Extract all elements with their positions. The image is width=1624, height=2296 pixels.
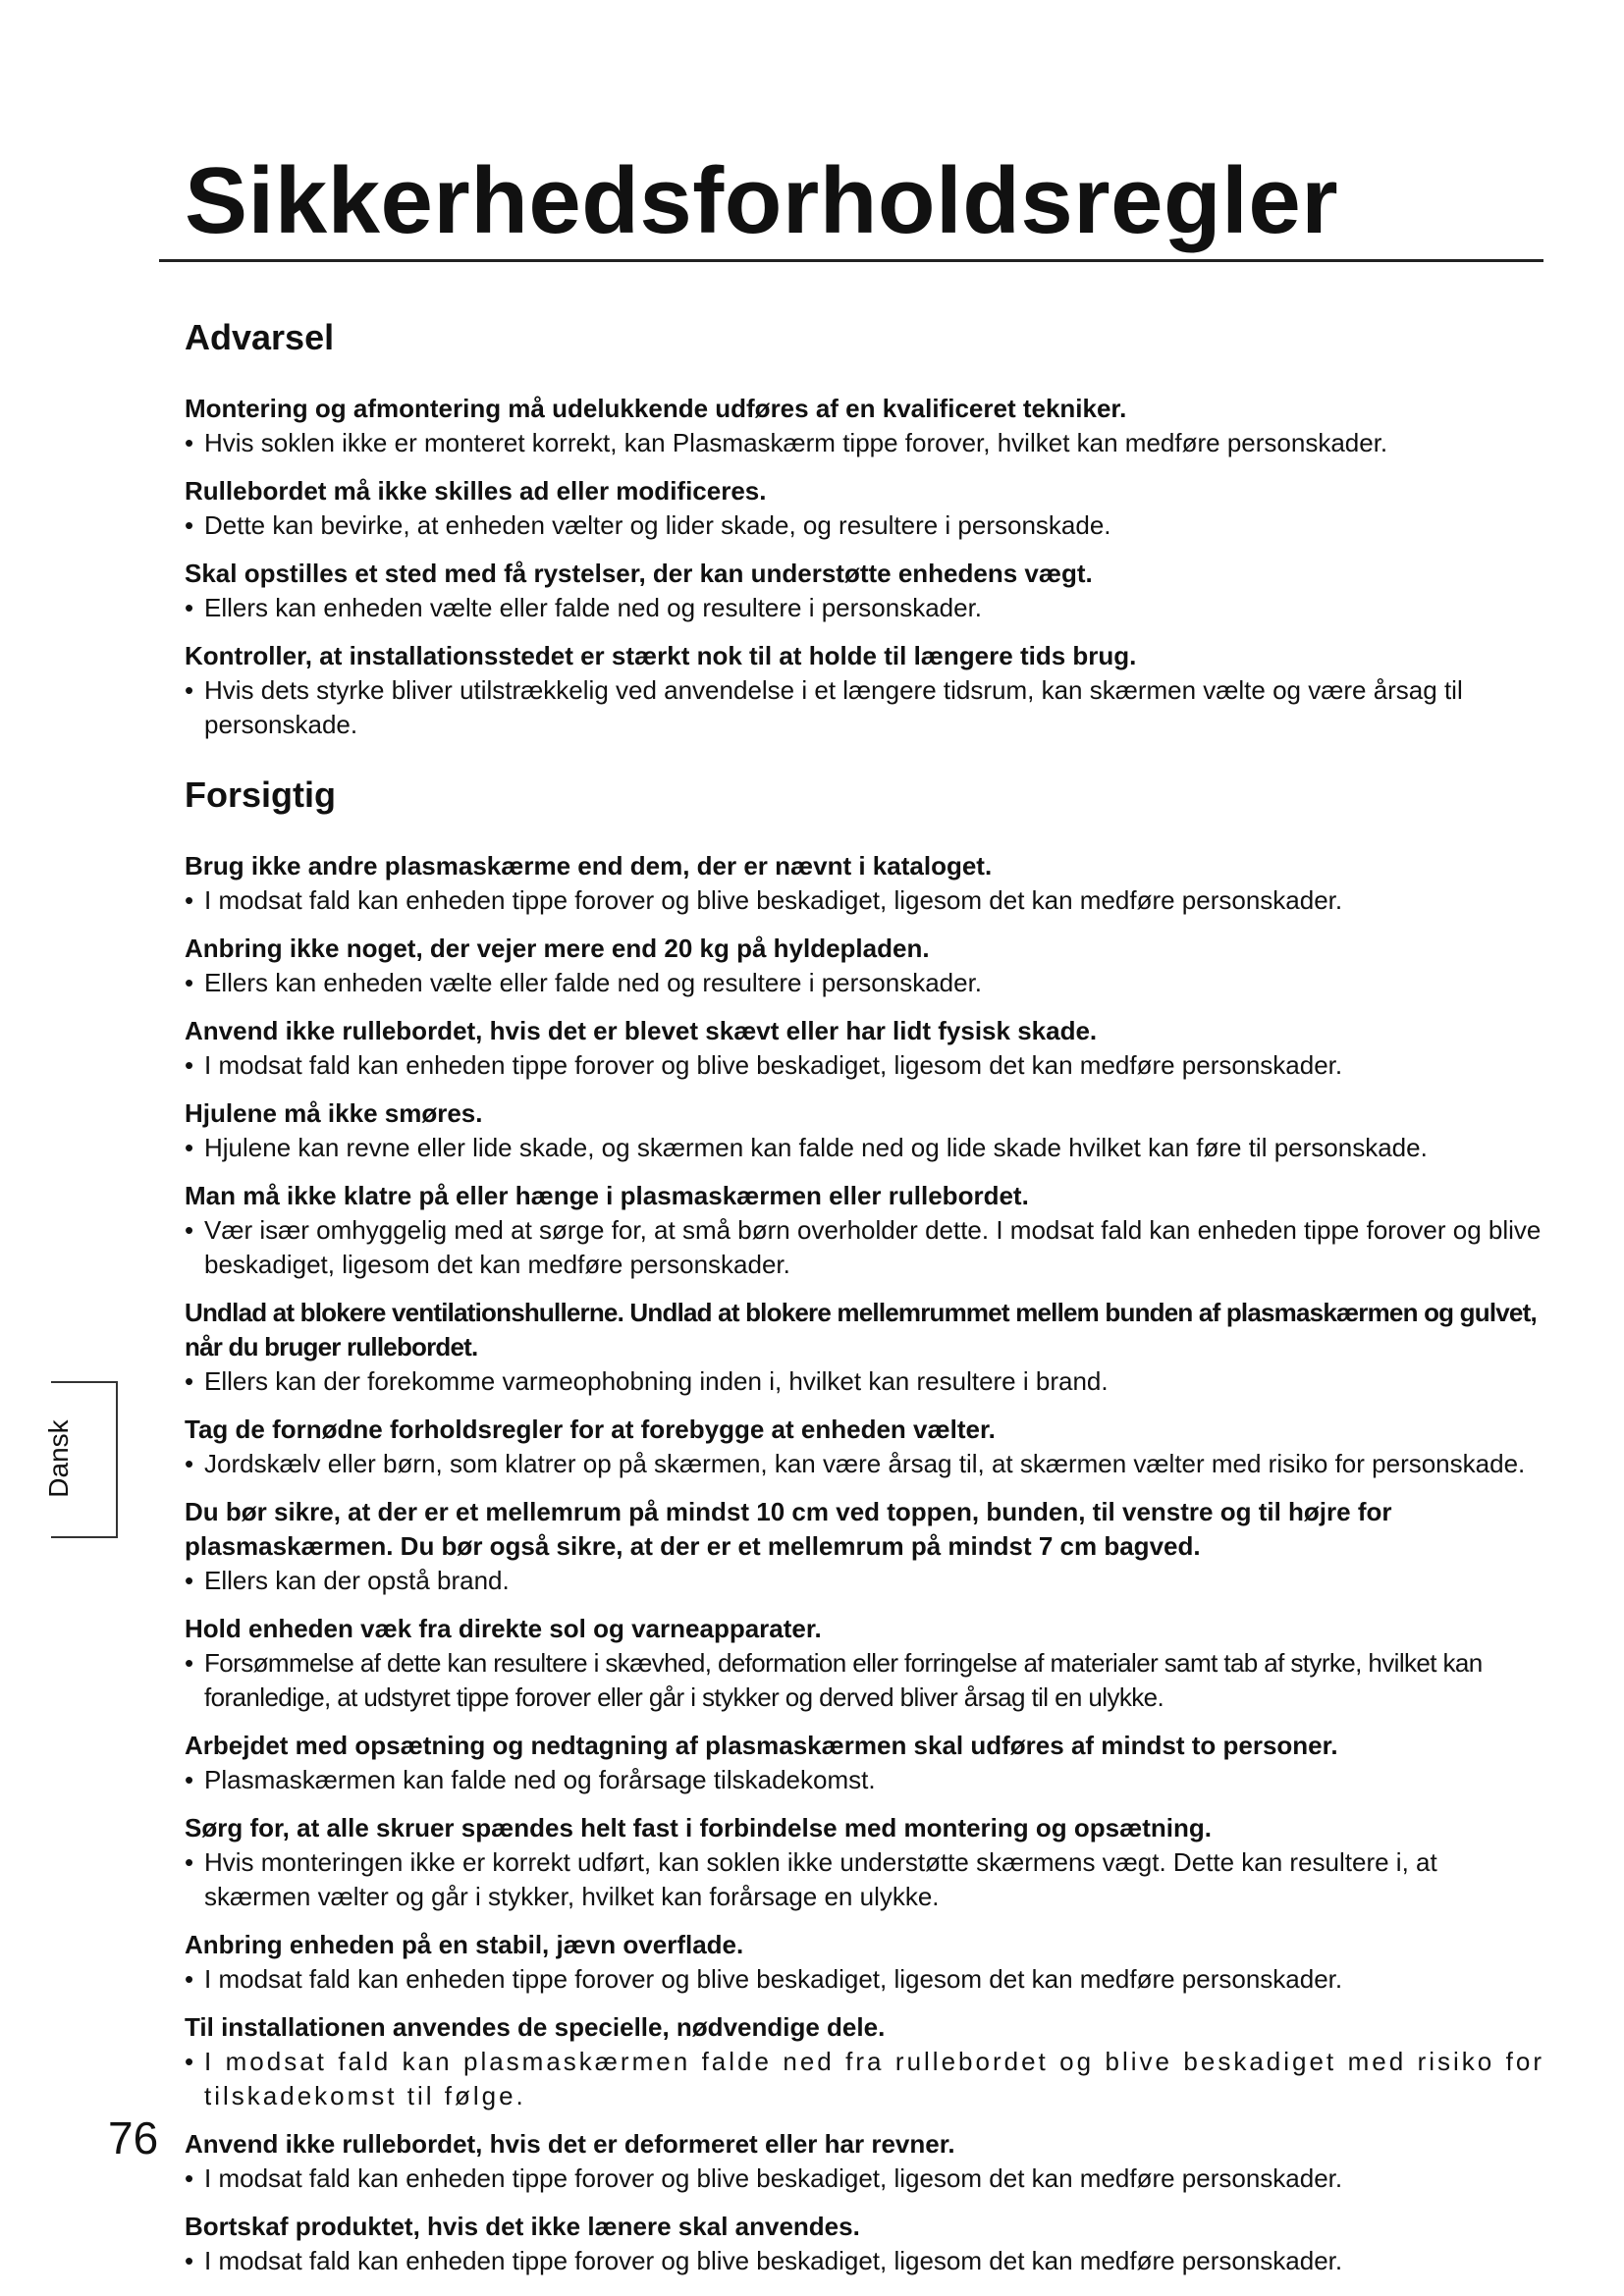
bullet: •	[185, 1648, 193, 1679]
item-heading: Undlad at blokere ventilationshullerne. Undlad at blokere mellemrummet mellem bunden af plasmaskærmen og gulvet, når du bruger rullebordet.	[185, 1298, 1537, 1362]
warning-item	[185, 639, 1544, 742]
item-heading: Montering og afmontering må udelukkende udføres af en kvalificeret tekniker.	[185, 394, 1127, 424]
item-body	[185, 966, 1544, 1000]
bullet: •	[185, 1847, 194, 1878]
bullet: •	[185, 2246, 194, 2276]
item-text: I modsat fald kan enheden tippe forover og blive beskadiget, ligesom det kan medføre personskader.	[204, 1964, 1343, 1995]
caution-item	[185, 1014, 1544, 1083]
item-body	[185, 591, 1544, 625]
item-heading: Skal opstilles et sted med få rystelser, der kan understøtte enhedens vægt.	[185, 559, 1093, 589]
bullet: •	[185, 1366, 194, 1397]
section-forsigtig	[185, 774, 1544, 2278]
caution-item	[185, 1296, 1544, 1399]
item-body	[185, 673, 1544, 742]
item-body	[185, 426, 1544, 460]
caution-item	[185, 1811, 1544, 1914]
section-heading: Forsigtig	[185, 774, 336, 816]
content	[185, 316, 1544, 2292]
item-text: Jordskælv eller børn, som klatrer op på skærmen, kan være årsag til, at skærmen vælter med risiko for personskade.	[204, 1449, 1526, 1479]
title-divider	[159, 259, 1543, 262]
section-heading: Advarsel	[185, 317, 335, 357]
bullet: •	[185, 885, 194, 916]
warning-item	[185, 392, 1544, 460]
bullet: •	[185, 2163, 194, 2194]
item-text: Dette kan bevirke, at enheden vælter og lider skade, og resultere i personskade.	[204, 510, 1111, 541]
item-text: Ellers kan enheden vælte eller falde ned og resultere i personskader.	[204, 968, 983, 998]
warning-item	[185, 474, 1544, 543]
section-advarsel	[185, 316, 1544, 742]
bullet: •	[185, 593, 194, 623]
page-title: Sikkerhedsforholdsregler	[185, 148, 1339, 253]
item-body	[185, 1048, 1544, 1083]
item-body	[185, 1364, 1544, 1399]
item-heading: Anbring ikke noget, der vejer mere end 20 kg på hyldepladen.	[185, 934, 930, 964]
item-text: Forsømmelse af dette kan resultere i skævhed, deformation eller forringelse af materialer samt tab af styrke, hvilket kan foranledige, at udstyret tippe forover eller går i stykker og derved bliver årsag til en ulykke.	[204, 1648, 1483, 1713]
bullet: •	[185, 1566, 194, 1596]
item-text: I modsat fald kan enheden tippe forover og blive beskadiget, ligesom det kan medføre personskader.	[204, 2163, 1343, 2194]
item-heading: Du bør sikre, at der er et mellemrum på mindst 10 cm ved toppen, bunden, til venstre og til højre for plasmaskærmen. Du bør også sikre, at der er et mellemrum på mindst 7 cm bagved.	[185, 1497, 1392, 1562]
item-text: Ellers kan der opstå brand.	[204, 1566, 510, 1596]
item-heading: Bortskaf produktet, hvis det ikke lænere skal anvendes.	[185, 2212, 860, 2242]
item-body	[185, 1763, 1544, 1797]
item-text: I modsat fald kan enheden tippe forover og blive beskadiget, ligesom det kan medføre personskader.	[204, 885, 1343, 916]
warning-item	[185, 557, 1544, 625]
caution-item	[185, 849, 1544, 918]
item-heading: Kontroller, at installationsstedet er stærkt nok til at holde til længere tids brug.	[185, 641, 1137, 671]
item-body	[185, 883, 1544, 918]
item-body	[185, 1962, 1544, 1997]
item-text: I modsat fald kan plasmaskærmen falde ned fra rullebordet og blive beskadiget med risiko for tilskadekomst til følge.	[204, 2047, 1544, 2111]
caution-item	[185, 1413, 1544, 1481]
caution-item	[185, 1179, 1544, 1282]
item-text: Ellers kan der forekomme varmeophobning inden i, hvilket kan resultere i brand.	[204, 1366, 1109, 1397]
item-body	[185, 1447, 1544, 1481]
bullet: •	[185, 2047, 197, 2077]
item-heading: Anbring enheden på en stabil, jævn overflade.	[185, 1930, 744, 1960]
caution-item	[185, 2210, 1544, 2278]
bullet: •	[185, 675, 194, 706]
item-body	[185, 1564, 1544, 1598]
item-heading: Tag de fornødne forholdsregler for at forebygge at enheden vælter.	[185, 1415, 996, 1445]
bullet: •	[185, 1215, 194, 1246]
item-heading: Hold enheden væk fra direkte sol og varneapparater.	[185, 1614, 822, 1644]
item-text: Vær især omhyggelig med at sørge for, at små børn overholder dette. I modsat fald kan enheden tippe forover og blive beskadiget, ligesom det kan medføre personskader.	[204, 1215, 1542, 1280]
item-heading: Anvend ikke rullebordet, hvis det er blevet skævt eller har lidt fysisk skade.	[185, 1016, 1098, 1046]
caution-item	[185, 2010, 1544, 2113]
item-text: Ellers kan enheden vælte eller falde ned og resultere i personskader.	[204, 593, 983, 623]
caution-item	[185, 932, 1544, 1000]
caution-item	[185, 1612, 1544, 1715]
item-text: Hvis soklen ikke er monteret korrekt, kan Plasmaskærm tippe forover, hvilket kan medføre personskader.	[204, 428, 1388, 458]
item-body	[185, 1646, 1544, 1715]
item-text: Hvis dets styrke bliver utilstrækkelig ved anvendelse i et længere tidsrum, kan skærmen vælte og være årsag til personskade.	[204, 675, 1463, 740]
item-heading: Sørg for, at alle skruer spændes helt fast i forbindelse med montering og opsætning.	[185, 1813, 1212, 1843]
item-heading: Hjulene må ikke smøres.	[185, 1098, 483, 1129]
bullet: •	[185, 1133, 194, 1163]
caution-item	[185, 1729, 1544, 1797]
bullet: •	[185, 1765, 194, 1795]
item-heading: Brug ikke andre plasmaskærme end dem, der er nævnt i kataloget.	[185, 851, 993, 881]
item-heading: Anvend ikke rullebordet, hvis det er deformeret eller har revner.	[185, 2129, 955, 2160]
item-body	[185, 508, 1544, 543]
bullet: •	[185, 1964, 194, 1995]
item-text: I modsat fald kan enheden tippe forover og blive beskadiget, ligesom det kan medføre personskader.	[204, 1050, 1343, 1081]
item-heading: Til installationen anvendes de specielle, nødvendige dele.	[185, 2012, 886, 2043]
item-body	[185, 2162, 1544, 2196]
item-heading: Rullebordet må ikke skilles ad eller modificeres.	[185, 476, 767, 507]
bullet: •	[185, 968, 194, 998]
bullet: •	[185, 1449, 194, 1479]
caution-item	[185, 1495, 1544, 1598]
bullet: •	[185, 510, 194, 541]
item-text: Hjulene kan revne eller lide skade, og skærmen kan falde ned og lide skade hvilket kan føre til personskade.	[204, 1133, 1428, 1163]
item-heading: Arbejdet med opsætning og nedtagning af plasmaskærmen skal udføres af mindst to personer.	[185, 1731, 1338, 1761]
item-body	[185, 1845, 1544, 1914]
item-body	[185, 1213, 1544, 1282]
item-text: Plasmaskærmen kan falde ned og forårsage tilskadekomst.	[204, 1765, 876, 1795]
item-body	[185, 2244, 1544, 2278]
item-body	[185, 2045, 1544, 2113]
page-number: 76	[108, 2112, 159, 2163]
caution-item	[185, 1928, 1544, 1997]
item-heading: Man må ikke klatre på eller hænge i plasmaskærmen eller rullebordet.	[185, 1181, 1029, 1211]
item-text: Hvis monteringen ikke er korrekt udført, kan soklen ikke understøtte skærmens vægt. Dette kan resultere i, at skærmen vælter og går i stykker, hvilket kan forårsage en ulykke.	[204, 1847, 1437, 1912]
item-body	[185, 1131, 1544, 1165]
bullet: •	[185, 428, 194, 458]
caution-item	[185, 1096, 1544, 1165]
caution-item	[185, 2127, 1544, 2196]
item-text: I modsat fald kan enheden tippe forover og blive beskadiget, ligesom det kan medføre personskader.	[204, 2246, 1343, 2276]
language-label: Dansk	[43, 1419, 74, 1498]
bullet: •	[185, 1050, 194, 1081]
